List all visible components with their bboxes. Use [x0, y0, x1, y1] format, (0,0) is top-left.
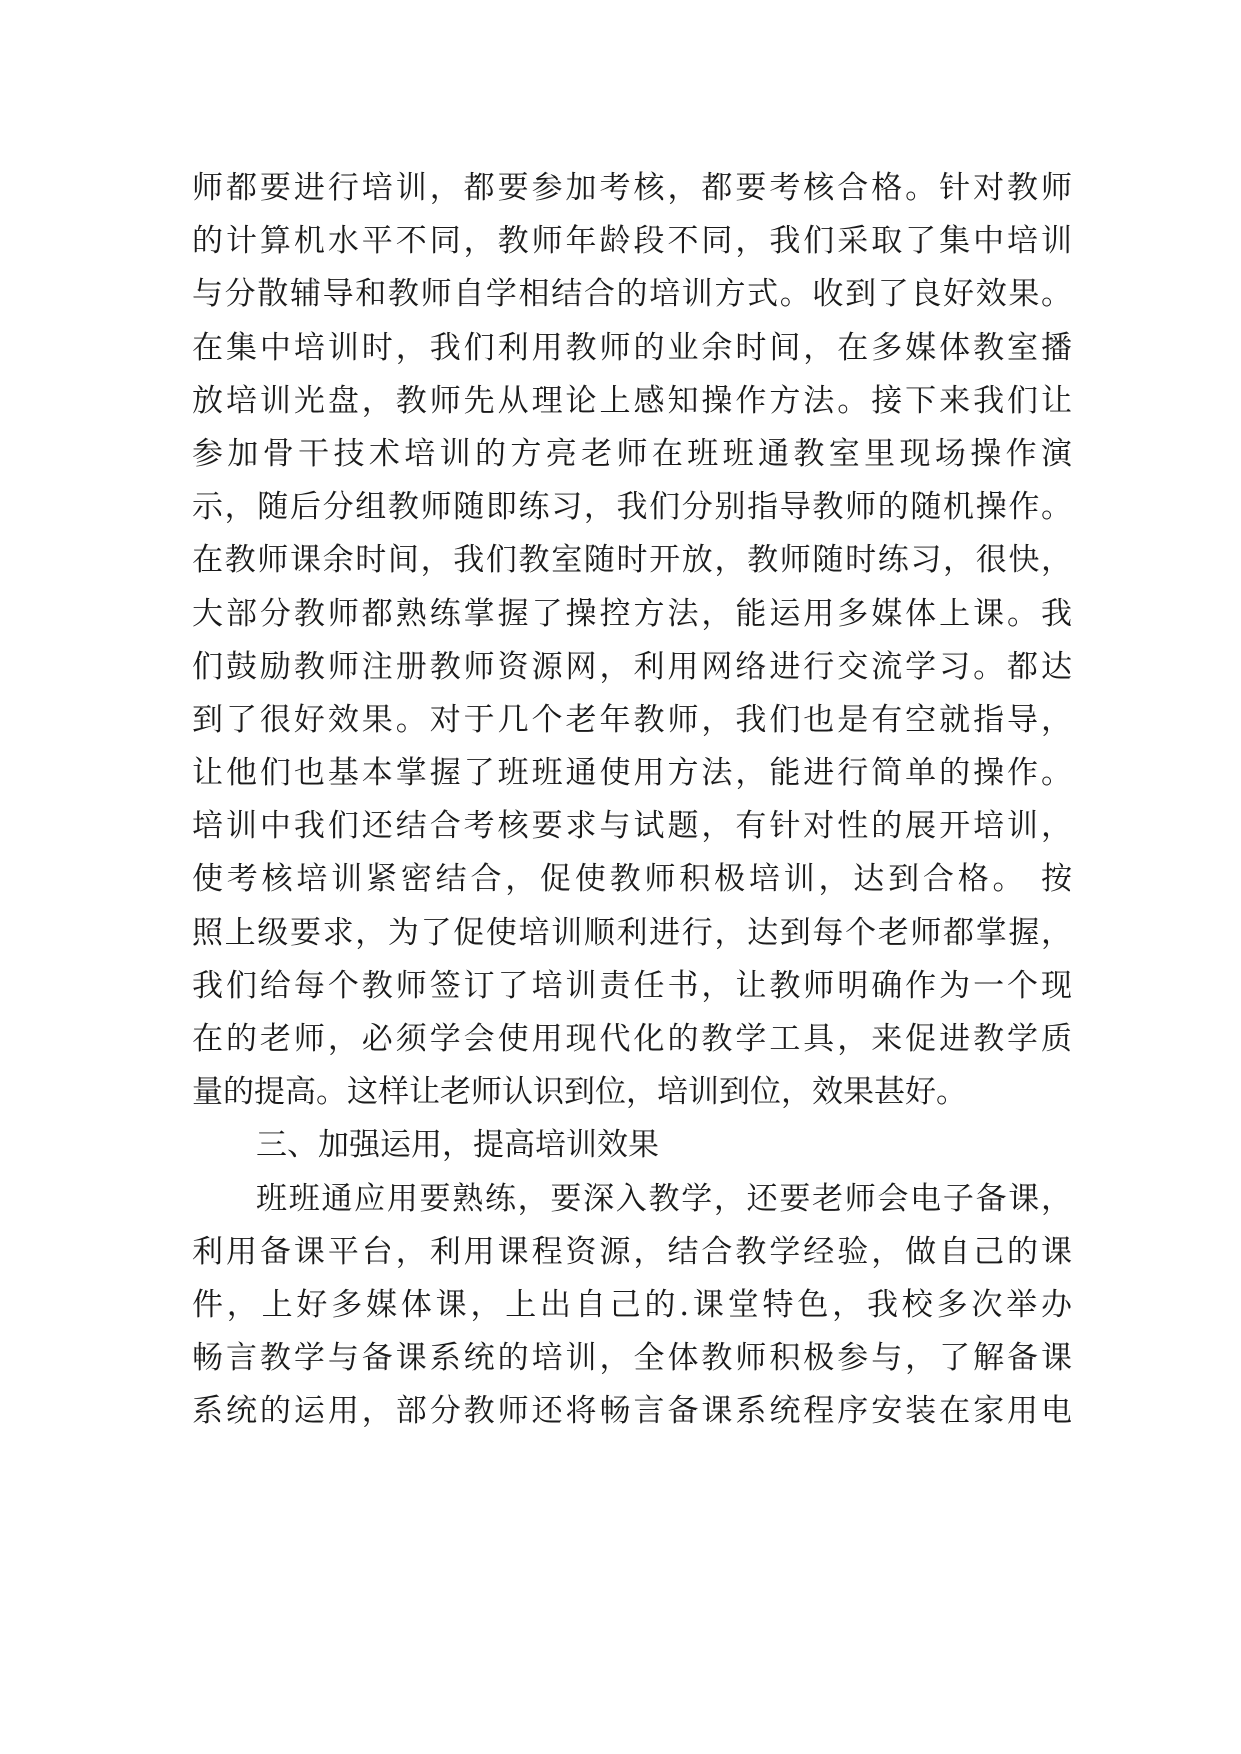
- text-line: 培训中我们还结合考核要求与试题，有针对性的展开培训，: [192, 808, 1072, 845]
- text-line: 与分散辅导和教师自学相结合的培训方式。收到了良好效果。: [192, 276, 1072, 313]
- text-line: 使考核培训紧密结合，促使教师积极培训，达到合格。 按: [192, 861, 1072, 898]
- text-line: 系统的运用，部分教师还将畅言备课系统程序安装在家用电: [192, 1393, 1072, 1430]
- text-line: 班班通应用要熟练，要深入教学，还要老师会电子备课，: [256, 1180, 1072, 1217]
- text-line: 在集中培训时，我们利用教师的业余时间，在多媒体教室播: [192, 329, 1072, 366]
- text-line: 量的提高。这样让老师认识到位，培训到位，效果甚好。: [192, 1074, 967, 1111]
- text-line: 畅言教学与备课系统的培训，全体教师积极参与，了解备课: [192, 1340, 1072, 1377]
- text-line: 放培训光盘，教师先从理论上感知操作方法。接下来我们让: [192, 382, 1072, 419]
- text-line: 参加骨干技术培训的方亮老师在班班通教室里现场操作演: [192, 435, 1072, 472]
- body-text: [192, 162, 1072, 1439]
- text-line: 我们给每个教师签订了培训责任书，让教师明确作为一个现: [192, 967, 1072, 1004]
- text-line: 大部分教师都熟练掌握了操控方法，能运用多媒体上课。我: [192, 595, 1072, 632]
- text-line: 件，上好多媒体课，上出自己的.课堂特色，我校多次举办: [192, 1286, 1072, 1323]
- text-line: 在教师课余时间，我们教室随时开放，教师随时练习，很快，: [192, 542, 1072, 579]
- text-line: 们鼓励教师注册教师资源网，利用网络进行交流学习。都达: [192, 648, 1072, 685]
- text-line: 照上级要求，为了促使培训顺利进行，达到每个老师都掌握，: [192, 914, 1072, 951]
- text-line: 示，随后分组教师随即练习，我们分别指导教师的随机操作。: [192, 489, 1072, 526]
- text-line: 师都要进行培训，都要参加考核，都要考核合格。针对教师: [192, 170, 1072, 206]
- text-line: 到了很好效果。对于几个老年教师，我们也是有空就指导，: [192, 701, 1072, 738]
- text-line: 在的老师，必须学会使用现代化的教学工具，来促进教学质: [192, 1021, 1072, 1057]
- text-line: 的计算机水平不同，教师年龄段不同，我们采取了集中培训: [192, 223, 1072, 260]
- text-line: 让他们也基本掌握了班班通使用方法，能进行简单的操作。: [192, 755, 1072, 792]
- section-heading: 三、加强运用，提高培训效果: [256, 1127, 659, 1164]
- text-line: 利用备课平台，利用课程资源，结合教学经验，做自己的课: [192, 1233, 1072, 1270]
